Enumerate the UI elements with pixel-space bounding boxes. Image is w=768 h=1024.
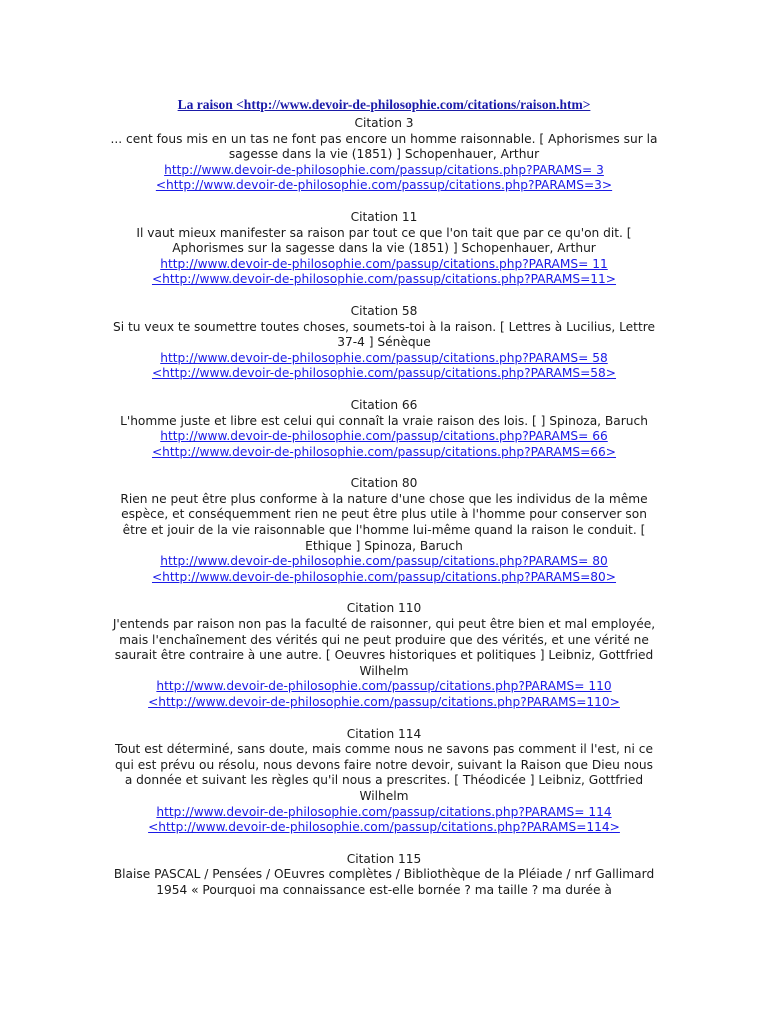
citation-heading: Citation 114 bbox=[346, 726, 422, 741]
citation-114 bbox=[108, 727, 660, 836]
page-title-link[interactable]: La raison <http://www.devoir-de-philosophie.com/citations/raison.htm> bbox=[177, 97, 591, 112]
citation-link[interactable]: http://www.devoir-de-philosophie.com/passup/citations.php?PARAMS= 58 bbox=[160, 350, 608, 365]
citation-link[interactable]: http://www.devoir-de-philosophie.com/passup/citations.php?PARAMS= 114 bbox=[156, 804, 612, 819]
citation-heading: Citation 115 bbox=[346, 851, 422, 866]
citation-heading: Citation 58 bbox=[350, 303, 418, 318]
citation-link[interactable]: http://www.devoir-de-philosophie.com/passup/citations.php?PARAMS= 11 bbox=[160, 256, 608, 271]
citation-3 bbox=[108, 116, 660, 194]
citation-link-bracketed[interactable]: <http://www.devoir-de-philosophie.com/passup/citations.php?PARAMS=80> bbox=[151, 569, 617, 584]
citation-text: Si tu veux te soumettre toutes choses, soumets-toi à la raison. [ Lettres à Lucilius, Lettre 37-4 ] Sénèque bbox=[113, 319, 655, 350]
citation-heading: Citation 80 bbox=[350, 476, 418, 491]
citation-text: ... cent fous mis en un tas ne font pas encore un homme raisonnable. [ Aphorismes sur la sagesse dans la vie (1851) ] Schopenhauer, Arthur bbox=[110, 131, 658, 162]
citation-58 bbox=[108, 304, 660, 382]
citation-link[interactable]: http://www.devoir-de-philosophie.com/passup/citations.php?PARAMS= 3 bbox=[164, 162, 604, 177]
citation-heading: Citation 110 bbox=[346, 601, 422, 616]
citation-heading: Citation 66 bbox=[350, 397, 418, 412]
citation-link-bracketed[interactable]: <http://www.devoir-de-philosophie.com/passup/citations.php?PARAMS=114> bbox=[148, 820, 620, 835]
citation-text: Blaise PASCAL / Pensées / OEuvres complètes / Bibliothèque de la Pléiade / nrf Gallimard 1954 « Pourquoi ma connaissance est-elle bornée ? ma taille ? ma durée à bbox=[113, 867, 655, 897]
citation-heading: Citation 3 bbox=[354, 116, 414, 130]
document-page bbox=[108, 96, 660, 915]
citation-110 bbox=[108, 601, 660, 710]
citation-link[interactable]: http://www.devoir-de-philosophie.com/passup/citations.php?PARAMS= 66 bbox=[160, 429, 608, 444]
citation-link-bracketed[interactable]: <http://www.devoir-de-philosophie.com/passup/citations.php?PARAMS=110> bbox=[148, 695, 620, 709]
citation-text: Rien ne peut être plus conforme à la nature d'une chose que les individus de la même espèce, et conséquemment rien ne peut être plus utile à l'homme pour conserver son être et jouir de la vie raisonnable que l'homme lui-même quand la raison le conduit. [ Ethique ] Spinoza, Baruch bbox=[120, 491, 648, 553]
citation-115 bbox=[108, 852, 660, 899]
citation-text: Tout est déterminé, sans doute, mais comme nous ne savons pas comment il l'est, ni ce qui est prévu ou résolu, nous devons faire notre devoir, suivant la Raison que Dieu nous a donnée et suivant les règles qu'il nous a prescrites. [ Théodicée ] Leibniz, Gottfried Wilhelm bbox=[115, 742, 653, 803]
citation-11 bbox=[108, 210, 660, 288]
citation-link[interactable]: http://www.devoir-de-philosophie.com/passup/citations.php?PARAMS= 110 bbox=[156, 679, 612, 694]
citation-80 bbox=[108, 476, 660, 585]
citation-text: L'homme juste et libre est celui qui connaît la vraie raison des lois. [ ] Spinoza, Baruch bbox=[120, 413, 648, 428]
citation-link-bracketed[interactable]: <http://www.devoir-de-philosophie.com/passup/citations.php?PARAMS=66> bbox=[151, 444, 617, 459]
citation-heading: Citation 11 bbox=[350, 209, 418, 224]
citation-text: Il vaut mieux manifester sa raison par tout ce que l'on tait que par ce qu'on dit. [ Aphorismes sur la sagesse dans la vie (1851) ] Schopenhauer, Arthur bbox=[136, 225, 632, 256]
citation-link[interactable]: http://www.devoir-de-philosophie.com/passup/citations.php?PARAMS= 80 bbox=[160, 554, 608, 569]
citation-link-bracketed[interactable]: <http://www.devoir-de-philosophie.com/passup/citations.php?PARAMS=58> bbox=[151, 366, 617, 381]
citation-66 bbox=[108, 398, 660, 460]
citation-text: J'entends par raison non pas la faculté de raisonner, qui peut être bien et mal employée, mais l'enchaînement des vérités qui ne peut produire que des vérités, et une vérité ne saurait être contraire à une autre. [ Oeuvres historiques et politiques ] Leibniz, Gottfried Wilhelm bbox=[112, 617, 656, 678]
citation-link-bracketed[interactable]: <http://www.devoir-de-philosophie.com/passup/citations.php?PARAMS=3> bbox=[155, 178, 613, 193]
citation-link-bracketed[interactable]: <http://www.devoir-de-philosophie.com/passup/citations.php?PARAMS=11> bbox=[151, 272, 617, 287]
